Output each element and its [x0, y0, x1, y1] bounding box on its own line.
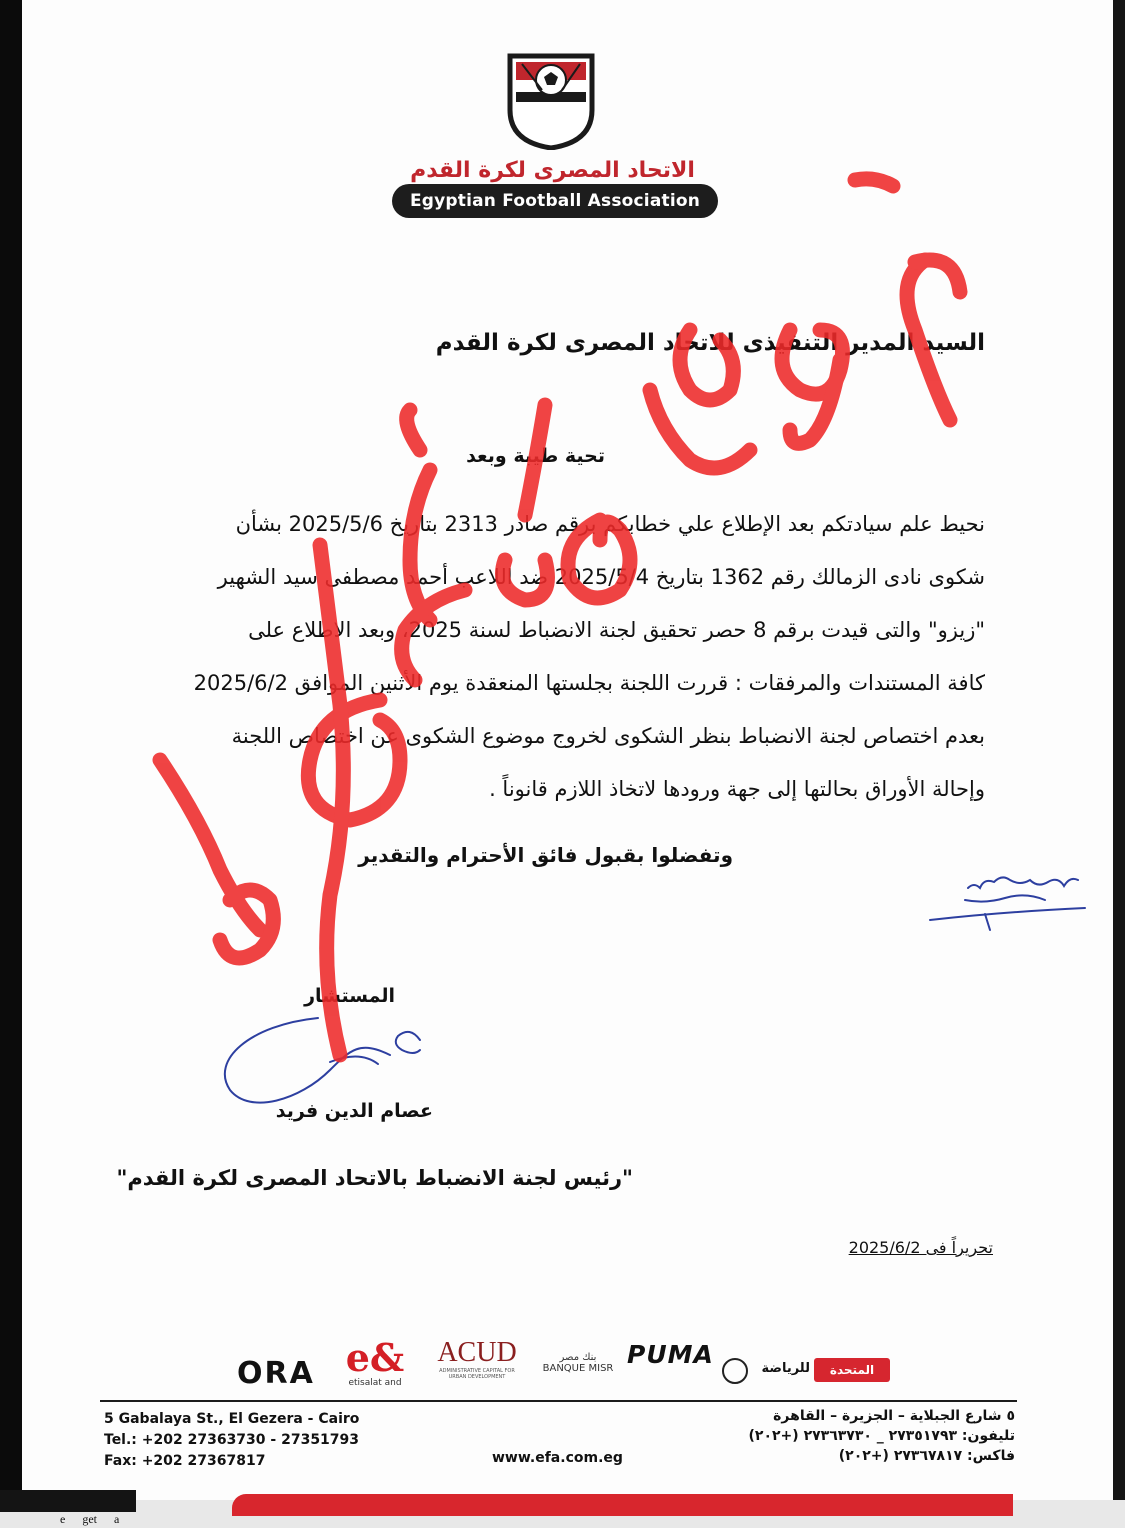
body-line: وإحالة الأوراق بحالتها إلى جهة ورودها لاتخاذ اللازم قانوناً . — [489, 777, 985, 801]
signatory-role: "رئيس لجنة الانضباط بالاتحاد المصرى لكرة القدم" — [116, 1166, 633, 1190]
sponsor-banque-misr-logo — [538, 1352, 618, 1374]
fax-line-ar: فاكس: ٢٧٣٦٧٨١٧ (+٢٠٢) — [838, 1448, 1015, 1464]
handwritten-note — [930, 877, 1085, 930]
sponsor-puma-logo: PUMA — [627, 1340, 714, 1369]
scan-edge-right — [1113, 0, 1125, 1500]
body-line: "زيزو" والتى قيدت برقم 8 حصر تحقيق لجنة الانضباط لسنة 2025، وبعد الاطلاع على — [248, 618, 985, 642]
footer-rule — [100, 1400, 1017, 1402]
signatory-title: المستشار — [304, 985, 395, 1007]
org-name-english: Egyptian Football Association — [409, 191, 701, 211]
efa-logo-icon — [502, 50, 600, 150]
united-circle-icon — [722, 1358, 748, 1384]
united-box: المتحدة — [814, 1358, 890, 1382]
website-link[interactable]: www.efa.com.eg — [492, 1450, 623, 1466]
footer-band-red — [232, 1494, 1013, 1516]
footer-address-ar — [749, 1406, 1016, 1466]
address-line-ar: ٥ شارع الجبلاية – الجزيرة – القاهرة — [773, 1408, 1015, 1424]
greeting: تحية طيبة وبعد — [466, 445, 605, 467]
banque-misr-en: BANQUE MISR — [542, 1363, 614, 1374]
sponsor-ora-logo: ORA — [237, 1356, 315, 1391]
body-line: نحيط علم سيادتكم بعد الإطلاع علي خطابكم برقم صادر 2313 بتاريخ 2025/5/6 بشأن — [235, 512, 985, 536]
letter-body — [130, 498, 985, 816]
address-line: 5 Gabalaya St., El Gezera - Cairo — [104, 1411, 360, 1427]
tel-line: Tel.: +202 27363730 - 27351793 — [104, 1432, 360, 1448]
fax-line: Fax: +202 27367817 — [104, 1453, 266, 1469]
sponsor-acud-logo — [434, 1338, 520, 1380]
org-name-arabic: الاتحاد المصرى لكرة القدم — [410, 158, 695, 183]
body-line: شكوى نادى الزمالك رقم 1362 بتاريخ 2025/5/4 ضد اللاعب أحمد مصطفى سيد الشهير — [217, 565, 985, 589]
sponsor-united-sports-logo — [722, 1358, 890, 1384]
footer-address-en — [104, 1409, 359, 1472]
trailing-text: e get a — [60, 1512, 120, 1526]
united-sports-text: للرياضة — [761, 1361, 810, 1376]
issue-date: تحريراً فى 2025/6/2 — [848, 1238, 993, 1257]
body-line: بعدم اختصاص لجنة الانضباط بنظر الشكوى لخروج موضوع الشكوى عن اختصاص اللجنة — [231, 724, 985, 748]
acud-mark: ACUD — [437, 1337, 517, 1368]
banque-misr-ar: بنك مصر — [559, 1352, 597, 1363]
addressee: السيد المدير التنفيذى للاتحاد المصرى لكرة القدم — [435, 330, 985, 356]
scan-edge-left — [0, 0, 22, 1500]
eand-sub: etisalat and — [348, 1378, 402, 1388]
closing: وتفضلوا بقبول فائق الأحترام والتقدير — [358, 843, 733, 867]
eand-mark: e& — [345, 1335, 405, 1380]
footer-band-dark — [0, 1490, 136, 1512]
signatory-name: عصام الدين فريد — [275, 1100, 433, 1122]
body-line: كافة المستندات والمرفقات : قررت اللجنة بجلستها المنعقدة يوم الأثنين الموافق 2025/6/2 — [193, 671, 985, 695]
acud-sub: ADMINISTRATIVE CAPITAL FOR URBAN DEVELOPMENT — [439, 1368, 515, 1380]
signature-scribble — [225, 1018, 420, 1103]
sponsor-eand-logo — [340, 1335, 410, 1388]
tel-line-ar: تليفون: ٢٧٣٥١٧٩٣ _ ٢٧٣٦٣٧٣٠ (+٢٠٢) — [748, 1428, 1015, 1444]
